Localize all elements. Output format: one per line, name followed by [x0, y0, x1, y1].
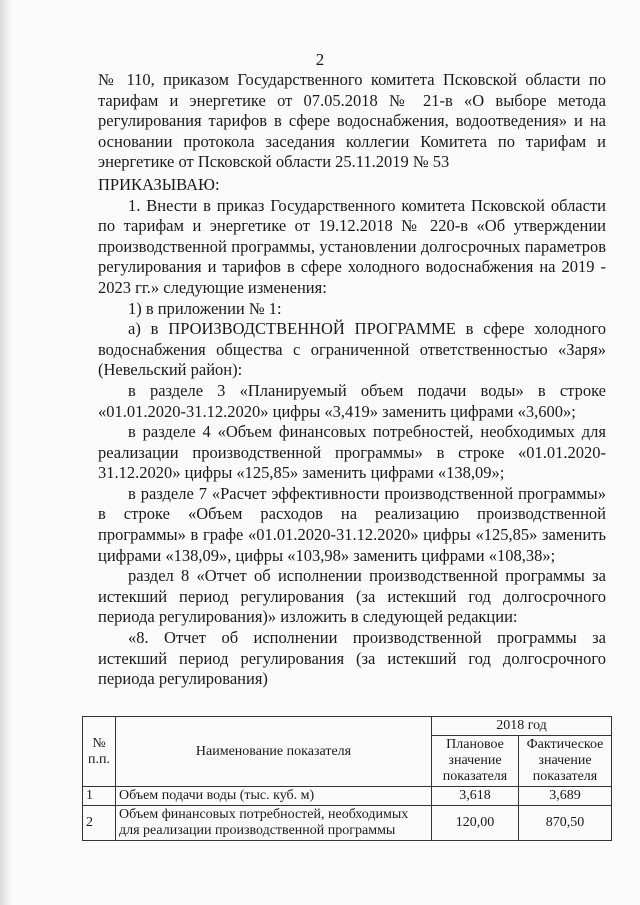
paragraph-8: «8. Отчет об исполнении производственной программы за истекший период регулирования (за истекший год долгосрочного периода регулирования) [98, 628, 606, 689]
row-fact: 3,689 [519, 787, 612, 806]
year-header: 2018 год [432, 717, 612, 736]
document-body [98, 70, 606, 690]
table-row [83, 787, 612, 806]
col-num-header: № п.п. [83, 717, 116, 787]
paragraph-3: а) в ПРОИЗВОДСТВЕННОЙ ПРОГРАММЕ в сфере холодного водоснабжения общества с ограниченной ответственностью «Заря» (Невельский район): [98, 319, 606, 380]
scan-edge [0, 0, 14, 905]
page-number: 2 [315, 50, 325, 69]
table-row [83, 806, 612, 841]
row-plan: 3,618 [432, 787, 519, 806]
intro-paragraph: № 110, приказом Государственного комитета Псковской области по тарифам и энергетике от 07.05.2018 № 21-в «О выборе метода регулирования тарифов в сфере водоснабжения, водоотведения» и на основании протокола заседания коллегии Комитета по тарифам и энергетике от Псковской области 25.11.2019 № 53 [98, 70, 606, 172]
paragraph-7: раздел 8 «Отчет об исполнении производственной программы за истекший период регулирования (за истекший год долгосрочного периода регулирования)» изложить в следующей редакции: [98, 566, 606, 627]
col-plan-header: Плановое значение показателя [432, 736, 519, 787]
row-num: 1 [83, 787, 116, 806]
paragraph-1: 1. Внести в приказ Государственного комитета Псковской области по тарифам и энергетике от 19.12.2018 № 220-в «Об утверждении производственной программы, установлении долгосрочных параметров регулирования и тарифов в сфере холодного водоснабжения на 2019 - 2023 гг.» следующие изменения: [98, 195, 606, 297]
row-name: Объем финансовых потребностей, необходимых для реализации производственной программы [116, 806, 432, 841]
paragraph-4: в разделе 3 «Планируемый объем подачи воды» в строке «01.01.2020-31.12.2020» цифры «3,419» заменить цифрами «3,600»; [98, 380, 606, 421]
col-fact-header: Фактическое значение показателя [519, 736, 612, 787]
order-heading: ПРИКАЗЫВАЮ: [98, 174, 220, 194]
report-table [82, 716, 612, 841]
row-plan: 120,00 [432, 806, 519, 841]
paragraph-2: 1) в приложении № 1: [128, 298, 282, 318]
row-fact: 870,50 [519, 806, 612, 841]
col-name-header: Наименование показателя [116, 717, 432, 787]
paragraph-6: в разделе 7 «Расчет эффективности производственной программы» в строке «Объем расходов на реализацию производственной программы» в графе «01.01.2020-31.12.2020» цифры «125,85» заменить цифрами «138,09», цифры «103,98» заменить цифрами «108,38»; [98, 483, 606, 565]
row-name: Объем подачи воды (тыс. куб. м) [116, 787, 432, 806]
row-num: 2 [83, 806, 116, 841]
paragraph-5: в разделе 4 «Объем финансовых потребностей, необходимых для реализации производственной программы» в строке «01.01.2020-31.12.2020» цифры «125,85» заменить цифрами «138,09»; [98, 422, 606, 483]
